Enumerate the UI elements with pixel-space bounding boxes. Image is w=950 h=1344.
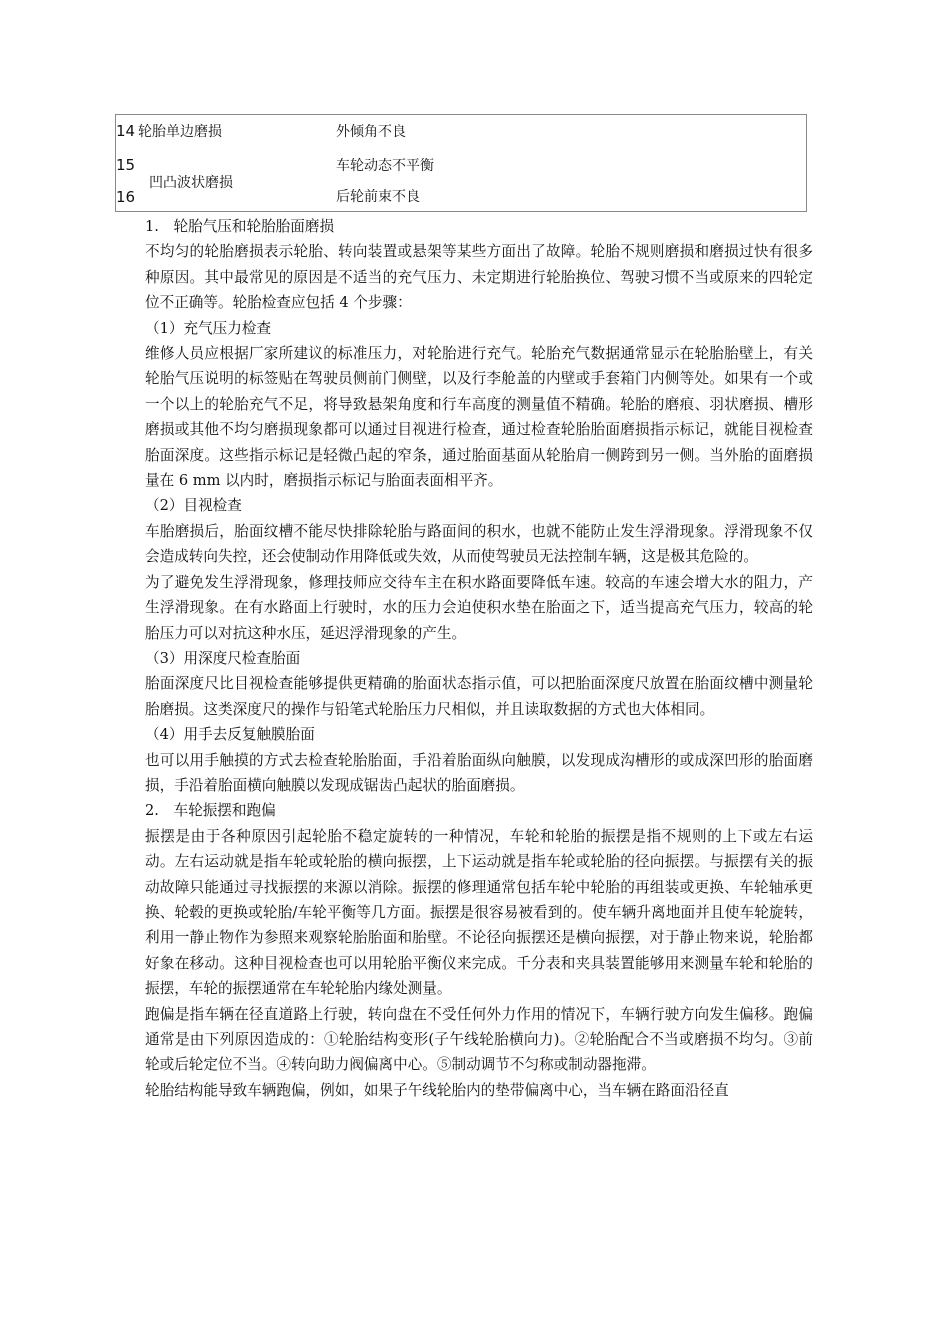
row-number: 14 — [116, 122, 136, 140]
paragraph: 振摆是由于各种原因引起轮胎不稳定旋转的一种情况，车轮和轮胎的振摆是指不规则的上下或左右运动。左右运动就是指车轮或轮胎的横向振摆，上下运动就是指车轮或轮胎的径向振摆。与振摆有关的振动故障只能通过寻找振摆的来源以消除。振摆的修理通常包括车轮中轮胎的再组装或更换、车轮轴承更换、轮毂的更换或轮胎/车轮平衡等几方面。振摆是很容易被看到的。使车辆升离地面并且使车轮旋转，利用一静止物作为参照来观察轮胎胎面和胎壁。不论径向振摆还是横向振摆，对于静止物来说，轮胎都好象在移动。这种目视检查也可以用轮胎平衡仪来完成。千分表和夹具装置能够用来测量车轮和轮胎的振摆，车轮的振摆通常在车轮轮胎内缘处测量。 — [145, 827, 813, 998]
paragraph: 轮胎结构能导致车辆跑偏，例如，如果子午线轮胎内的垫带偏离中心，当车辆在路面沿径直 — [145, 1081, 729, 1099]
subsection-heading: （2）目视检查 — [145, 497, 242, 515]
paragraph: 胎面深度尺比目视检查能够提供更精确的胎面状态指示值，可以把胎面深度尺放置在胎面纹槽中测量轮胎磨损。这类深度尺的操作与铅笔式轮胎压力尺相似，并且读取数据的方式也大体相同。 — [145, 675, 813, 718]
row-number: 16 — [116, 188, 136, 206]
subsection-heading: （1）充气压力检查 — [145, 319, 272, 337]
fault-cause: 后轮前束不良 — [336, 189, 420, 205]
paragraph: 为了避免发生浮滑现象，修理技师应交待车主在积水路面要降低车速。较高的车速会增大水的阻力，产生浮滑现象。在有水路面上行驶时，水的压力会迫使积水垫在胎面之下，适当提高充气压力，较高的轮胎压力可以对抗这种水压，延迟浮滑现象的产生。 — [145, 573, 813, 642]
fault-table — [115, 114, 807, 212]
fault-cause: 外倾角不良 — [336, 124, 406, 140]
section-heading: 2. 车轮振摆和跑偏 — [145, 802, 276, 820]
fault-cause: 车轮动态不平衡 — [336, 158, 434, 174]
row-number: 15 — [116, 156, 136, 174]
fault-symptom-merged: 凹凸波状磨损 — [149, 175, 233, 191]
subsection-heading: （3）用深度尺检查胎面 — [145, 649, 301, 667]
paragraph: 不均匀的轮胎磨损表示轮胎、转向装置或悬架等某些方面出了故障。轮胎不规则磨损和磨损过快有很多种原因。其中最常见的原因是不适当的充气压力、未定期进行轮胎换位、驾驶习惯不当或原来的四轮定位不正确等。轮胎检查应包括 4 个步骤： — [145, 243, 813, 312]
subsection-heading: （4）用手去反复触膜胎面 — [145, 726, 315, 744]
document-body — [145, 214, 813, 1103]
section-heading: 1. 轮胎气压和轮胎胎面磨损 — [145, 218, 335, 235]
fault-symptom: 轮胎单边磨损 — [138, 124, 222, 140]
paragraph: 也可以用手触摸的方式去检查轮胎胎面，手沿着胎面纵向触膜，以发现成沟槽形的或成深凹形的胎面磨损，手沿着胎面横向触膜以发现成锯齿凸起状的胎面磨损。 — [145, 751, 813, 794]
paragraph: 车胎磨损后，胎面纹槽不能尽快排除轮胎与路面间的积水，也就不能防止发生浮滑现象。浮滑现象不仅会造成转向失控，还会使制动作用降低或失效，从而使驾驶员无法控制车辆，这是极其危险的。 — [145, 522, 813, 566]
paragraph: 维修人员应根据厂家所建议的标准压力，对轮胎进行充气。轮胎充气数据通常显示在轮胎胎壁上，有关轮胎气压说明的标签贴在驾驶员侧前门侧壁，以及行李舱盖的内壁或手套箱门内侧等处。如果有一个或一个以上的轮胎充气不足，将导致悬架角度和行车高度的测量值不精确。轮胎的磨痕、羽状磨损、槽形磨损或其他不均匀磨损现象都可以通过目视进行检查，通过检查轮胎胎面磨损指示标记，就能目视检查胎面深度。这些指示标记是轻微凸起的窄条，通过胎面基面从轮胎肩一侧跨到另一侧。当外胎的面磨损量在 6 mm 以内时，磨损指示标记与胎面表面相平齐。 — [145, 345, 813, 490]
paragraph: 跑偏是指车辆在径直道路上行驶，转向盘在不受任何外力作用的情况下，车辆行驶方向发生偏移。跑偏通常是由下列原因造成的：①轮胎结构变形(子午线轮胎横向力)。②轮胎配合不当或磨损不均匀。③前轮或后轮定位不当。④转向助力阀偏离中心。⑤制动调节不匀称或制动器拖滞。 — [145, 1005, 813, 1074]
